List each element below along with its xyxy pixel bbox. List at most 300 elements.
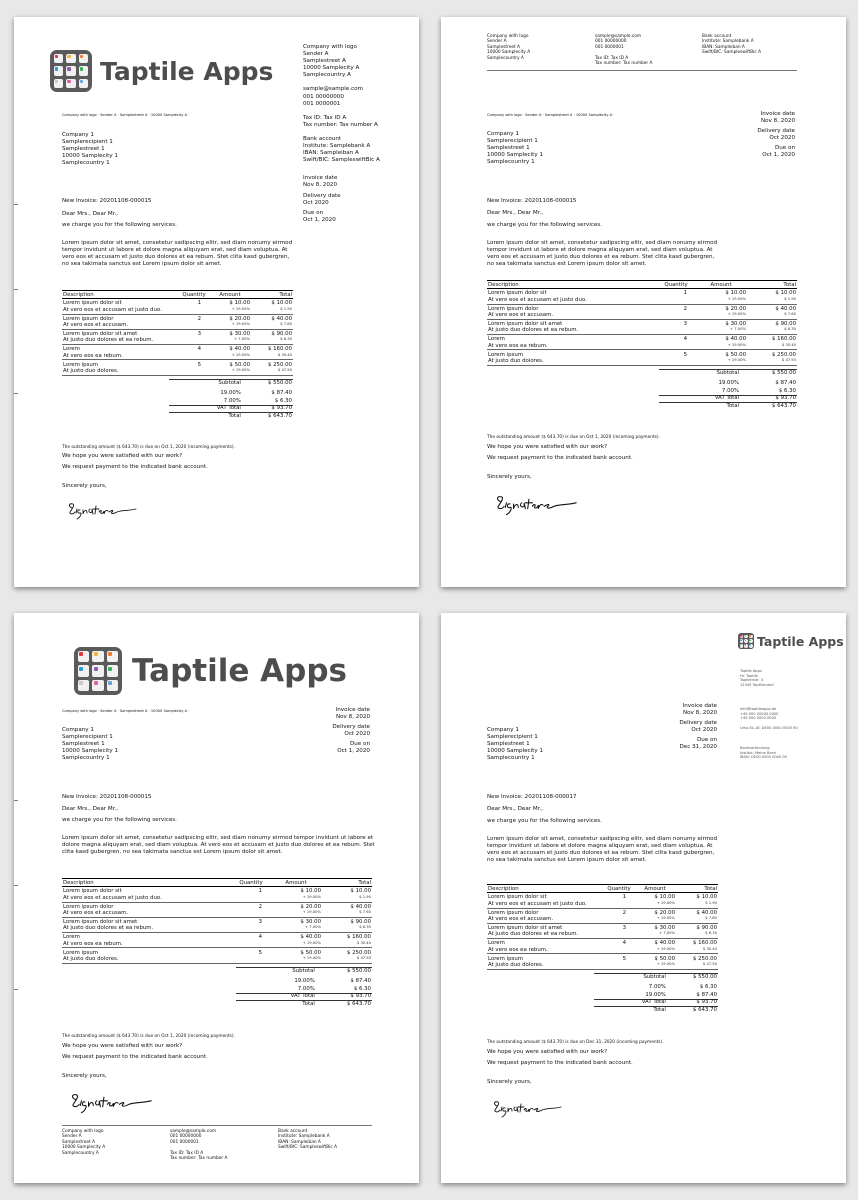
col-header-quantity: Quantity: [232, 879, 270, 887]
item-vat-rate: + 19.00%: [270, 956, 322, 963]
item-amount: $ 10.00: [654, 894, 675, 901]
body-line: Lorem ipsum dolor sit amet, consetetur sadipscing elitr, sed diam nonumy eirmod: [487, 240, 718, 246]
logo-tile-dot: [79, 652, 83, 656]
invoice-title: New Invoice: 20201108-000017: [487, 794, 577, 800]
german-bank-line: Institut: Meine Bank: [740, 750, 777, 755]
salutation: Dear Mrs., Dear Mr.,: [62, 806, 119, 812]
logo-tile-cell: [66, 66, 75, 75]
recipient-address: [487, 727, 543, 762]
body-paragraph: [62, 835, 375, 856]
item-description: Lorem ipsum: [63, 361, 98, 368]
sender-fax: 001 0000001: [170, 1139, 199, 1145]
logo-tile-dot: [749, 640, 751, 642]
brand-name: Taptile Apps: [757, 633, 844, 649]
item-amount: $ 50.00: [725, 351, 746, 358]
invoice-date: Nov 8, 2020: [682, 710, 717, 717]
item-vat-amount: $ 47.50: [322, 956, 372, 963]
item-vat-amount: $ 30.40: [322, 941, 372, 948]
body-line: Lorem ipsum dolor sit amet, consetetur sadipscing elitr, sed diam nonumy eirmod: [62, 240, 293, 246]
col-header-amount: Amount: [695, 281, 747, 289]
recipient-address: [62, 132, 118, 167]
grand-total-value: $ 643.70: [771, 402, 796, 409]
sender-return-line: Company with logo · Sender A · Samplestreet A · 10000 Samplecity A ·: [487, 113, 615, 117]
recipient-line: Samplerecipient 1: [487, 138, 538, 145]
logo-tile-dot: [745, 635, 747, 637]
sender-line: Samplecountry A: [62, 1150, 99, 1156]
invoice-page-2: [441, 17, 846, 587]
col-header-quantity: Quantity: [179, 291, 209, 299]
table-row: [62, 948, 372, 956]
hope-text: We hope you were satisfied with our work?: [487, 1049, 608, 1055]
sender-line: Samplestreet A: [303, 58, 346, 65]
item-quantity: 3: [683, 321, 687, 328]
item-amount: $ 50.00: [654, 955, 675, 962]
item-vat-amount: $ 6.30: [676, 931, 718, 938]
table-row-detail: [487, 327, 797, 334]
sender-email: sample@sample.com: [303, 86, 363, 93]
vat-total-label: VAT Total: [714, 395, 740, 402]
logo-tile-dot: [749, 644, 751, 646]
subtotal-value: $ 550.00: [267, 379, 292, 386]
table-row-detail: [487, 916, 718, 923]
body-line: no sea takimata sanctus est Lorem ipsum dolor sit amet.: [62, 261, 222, 268]
item-quantity: 2: [683, 305, 687, 312]
item-vat-rate: + 19.00%: [695, 343, 747, 350]
invoice-title: New Invoice: 20201108-000015: [62, 198, 152, 204]
delivery-date: Oct 2020: [691, 727, 717, 734]
item-amount: $ 30.00: [725, 321, 746, 328]
table-row-detail: [62, 895, 372, 902]
table-row-detail: [487, 358, 797, 365]
german-tax-id: Umx.St.-ID: DE00 0000 0000 00: [740, 725, 798, 730]
table-row: [62, 329, 293, 337]
item-description: Lorem: [488, 940, 505, 947]
grand-total-value: $ 643.70: [692, 1006, 717, 1013]
handwritten-signature: [491, 491, 581, 517]
item-description-detail: At justo duo dolores.: [62, 956, 232, 963]
hope-text: We hope you were satisfied with our work?: [62, 453, 183, 459]
logo-tile-dot: [740, 635, 742, 637]
item-total: $ 160.00: [346, 934, 371, 941]
outstanding-note: The outstanding amount ($ 643.70) is due on Dec 31, 2020 (incoming payments).: [487, 1040, 664, 1045]
totals-block: [169, 379, 293, 420]
items-table: [62, 878, 372, 964]
table-row: [487, 908, 718, 916]
vat-7-label: 7.00%: [223, 397, 241, 404]
totals-block: [236, 967, 372, 1008]
grand-total-value: $ 643.70: [267, 412, 292, 419]
table-row: [487, 350, 797, 358]
item-vat-amount: $ 7.60: [676, 916, 718, 923]
delivery-date-label: Delivery date: [679, 720, 717, 727]
footer-divider: [62, 1125, 372, 1126]
logo-tile-cell: [744, 635, 748, 639]
footer-col-bank: [278, 1129, 337, 1151]
item-quantity: 2: [258, 903, 262, 910]
item-total: $ 250.00: [346, 949, 371, 956]
table-row-detail: [487, 931, 718, 938]
bank-line: IBAN: Sampleiban A: [702, 44, 745, 50]
logo-tile-cell: [92, 651, 103, 662]
item-vat-rate: + 19.00%: [270, 910, 322, 917]
body-line: tempor invidunt ut labore et dolore magna aliquyam erat, sed diam voluptua. At: [487, 843, 713, 850]
item-total: $ 90.00: [271, 331, 292, 338]
recipient-line: Samplestreet 1: [62, 146, 105, 153]
invoice-title: New Invoice: 20201108-000015: [487, 198, 577, 204]
body-line: vero eos et accusam et justo duo dolores et ea rebum. Stet clita kasd gubergren,: [487, 254, 715, 261]
item-description: Lorem ipsum dolor sit: [488, 290, 547, 297]
bank-line: Swift/BIC: SampleswiftBic A: [702, 50, 762, 56]
item-quantity: 5: [683, 351, 687, 358]
item-description-detail: At vero eos et accusam et justo duo.: [62, 307, 179, 314]
item-vat-rate: + 19.00%: [695, 312, 747, 319]
table-row-detail: [62, 368, 293, 375]
vat-19-label: 19.00%: [718, 380, 740, 387]
bank-line: Bank account: [303, 135, 342, 142]
footer-col-contact: [170, 1129, 228, 1161]
recipient-address: [487, 131, 543, 166]
item-amount: $ 10.00: [300, 888, 321, 895]
sender-tax-id: Tax ID: Tax ID A: [303, 114, 347, 121]
closing-text: Sincerely yours,: [62, 483, 107, 489]
table-row-detail: [487, 312, 797, 319]
body-line: dolore magna aliquyam erat, sed diam voluptua. At vero eos et accusam et justo duo dolores et ea rebum. Stet: [62, 842, 375, 849]
table-row-detail: [62, 307, 293, 314]
sender-line: Company with logo: [487, 34, 529, 39]
item-vat-rate: + 19.00%: [270, 895, 322, 902]
logo-tile-cell: [744, 644, 748, 648]
item-amount: $ 30.00: [300, 919, 321, 926]
invoice-date-label: Invoice date: [335, 707, 370, 713]
item-total: $ 10.00: [350, 888, 371, 895]
item-quantity: 3: [258, 919, 262, 926]
item-quantity: 1: [622, 894, 626, 901]
item-description-detail: At vero eos ea rebum.: [62, 353, 179, 360]
recipient-line: Samplecountry 1: [62, 160, 110, 167]
sender-tax-id: Tax ID: Tax ID A: [170, 1150, 204, 1156]
vat-19-value: $ 87.40: [696, 991, 717, 998]
item-total: $ 10.00: [775, 290, 796, 297]
item-vat-rate: + 19.00%: [209, 307, 251, 314]
item-quantity: 3: [622, 925, 626, 932]
item-total: $ 250.00: [692, 955, 717, 962]
table-row: [62, 887, 372, 895]
item-description: Lorem ipsum dolor: [488, 909, 539, 916]
bank-line: IBAN: Sampleiban A: [303, 150, 359, 157]
salutation: Dear Mrs., Dear Mr.,: [487, 210, 544, 216]
item-description-detail: At justo duo dolores.: [62, 368, 179, 375]
item-description: Lorem ipsum: [488, 351, 523, 358]
item-vat-amount: $ 30.40: [747, 343, 797, 350]
logo-tile-dot: [80, 55, 83, 58]
german-sender-line: Taptilenstr. 3: [740, 678, 763, 682]
body-line: Lorem ipsum dolor sit amet, consetetur sadipscing elitr, sed diam nonumy eirmod tempor invidunt ut labore et: [62, 835, 374, 841]
item-vat-rate: + 7.00%: [270, 925, 322, 932]
brand-name: Taptile Apps: [132, 653, 347, 689]
punch-mark: [14, 289, 18, 290]
recipient-line: 10000 Samplecity 1: [487, 152, 544, 159]
recipient-line: 10000 Samplecity 1: [62, 748, 119, 755]
item-description-detail: At justo duo dolores.: [487, 358, 657, 365]
vat-total-label: VAT Total: [641, 999, 666, 1006]
due-label: Due on: [303, 209, 324, 216]
item-total: $ 10.00: [271, 300, 292, 307]
handwritten-signature: [66, 1089, 156, 1115]
item-amount: $ 40.00: [654, 940, 675, 947]
item-quantity: 4: [622, 940, 626, 947]
logo-tile-cell: [740, 644, 744, 648]
item-vat-rate: + 19.00%: [695, 297, 747, 304]
request-text: We request payment to the indicated bank account.: [487, 1060, 633, 1066]
vat-7-label: 7.00%: [648, 984, 666, 991]
sender-line: Samplestreet A: [62, 1139, 95, 1145]
punch-mark: [14, 885, 18, 886]
sender-line: Company with logo: [62, 1129, 104, 1134]
vat-7-value: $ 6.30: [699, 984, 717, 991]
item-vat-rate: + 19.00%: [209, 322, 251, 329]
body-paragraph: [487, 836, 717, 864]
items-table: [487, 884, 718, 970]
items-table: [487, 280, 797, 366]
logo-tile-cell: [54, 54, 63, 63]
logo-tile-dot: [749, 635, 751, 637]
item-description: Lorem ipsum: [63, 949, 98, 956]
vat-19-label: 19.00%: [294, 978, 315, 985]
item-description: Lorem ipsum dolor sit: [63, 888, 122, 895]
logo-tile-dot: [67, 80, 70, 83]
logo-tile-dot: [80, 67, 83, 70]
item-vat-rate: + 7.00%: [209, 337, 251, 344]
item-description-detail: At vero eos et accusam et justo duo.: [62, 895, 232, 902]
logo-tile-cell: [79, 54, 88, 63]
brand-logo: [738, 633, 844, 649]
item-description-detail: At justo duo dolores et ea rebum.: [487, 327, 657, 334]
body-line: clita kasd gubergren, no sea takimata sanctus est Lorem ipsum dolor sit amet.: [62, 849, 283, 856]
outstanding-note: The outstanding amount ($ 643.70) is due on Oct 1, 2020 (incoming payments).: [487, 435, 660, 440]
item-amount: $ 40.00: [229, 346, 250, 353]
grand-total-label: Total: [726, 402, 740, 409]
invoice-date: Nov 8, 2020: [303, 182, 338, 189]
closing-text: Sincerely yours,: [487, 474, 532, 480]
vat-total-value: $ 93.70: [350, 993, 371, 1000]
delivery-date: Oct 2020: [344, 731, 370, 738]
body-line: vero eos et accusam et justo duo dolores et ea rebum. Stet clita kasd gubergren,: [62, 254, 290, 261]
header-col-sender: [487, 34, 530, 61]
item-description-detail: At vero eos ea rebum.: [487, 947, 604, 954]
due-date: Dec 31, 2020: [679, 744, 717, 751]
invoice-meta: [691, 111, 795, 160]
item-total: $ 90.00: [775, 321, 796, 328]
recipient-line: Samplecountry 1: [62, 755, 110, 762]
sender-tax-id: Tax ID: Tax ID A: [595, 55, 629, 61]
vat-7-value: $ 6.30: [353, 985, 371, 992]
handwritten-signature: [66, 499, 138, 521]
logo-tile-cell: [107, 651, 118, 662]
item-vat-rate: + 19.00%: [270, 941, 322, 948]
delivery-date-label: Delivery date: [303, 192, 341, 199]
fold-mark: [14, 393, 18, 394]
german-bank-line: IBAN: DE00 0000 0000 00: [740, 755, 787, 759]
item-vat-rate: + 19.00%: [209, 353, 251, 360]
item-description-detail: At vero eos et accusam et justo duo.: [487, 297, 657, 304]
item-amount: $ 10.00: [725, 290, 746, 297]
table-row-detail: [62, 956, 372, 963]
totals-block: [659, 369, 797, 410]
sender-line: Samplestreet A: [487, 44, 520, 50]
item-amount: $ 10.00: [229, 300, 250, 307]
intro-text: we charge you for the following services.: [62, 222, 177, 228]
table-row: [487, 939, 718, 947]
sender-tax-number: Tax number: Tax number A: [170, 1156, 228, 1162]
invoice-date-label: Invoice date: [303, 175, 338, 182]
logo-tile-dot: [108, 667, 112, 671]
request-text: We request payment to the indicated bank account.: [62, 1054, 208, 1060]
table-row: [487, 289, 797, 297]
item-description-detail: At justo duo dolores.: [487, 962, 604, 969]
col-header-description: Description: [62, 291, 179, 299]
fold-mark: [14, 800, 18, 801]
delivery-date: Oct 2020: [769, 135, 795, 142]
item-vat-amount: $ 30.40: [676, 947, 718, 954]
sender-line: 10000 Samplecity A: [62, 1145, 106, 1151]
app-grid-icon: [74, 647, 122, 695]
sender-email: sample@sample.com: [595, 34, 642, 39]
col-header-total: Total: [747, 281, 797, 289]
recipient-line: 10000 Samplecity 1: [487, 748, 544, 755]
table-row: [62, 902, 372, 910]
recipient-line: 10000 Samplecity 1: [62, 153, 119, 160]
delivery-date-label: Delivery date: [757, 128, 795, 135]
recipient-line: Samplerecipient 1: [62, 139, 113, 146]
logo-tile-dot: [55, 67, 58, 70]
intro-text: we charge you for the following services.: [487, 222, 602, 228]
body-line: no sea takimata sanctus est Lorem ipsum dolor sit amet.: [487, 857, 647, 864]
item-quantity: 4: [258, 934, 262, 941]
recipient-line: Samplecountry 1: [487, 159, 535, 166]
header-divider: [487, 70, 797, 71]
table-row: [62, 360, 293, 368]
item-vat-amount: $ 6.30: [747, 327, 797, 334]
brand-logo: [50, 50, 273, 92]
recipient-line: Samplestreet 1: [487, 145, 530, 152]
bank-line: Institute: Samplebank A: [303, 143, 371, 150]
vat-total-value: $ 93.70: [271, 405, 292, 412]
logo-tile-dot: [108, 681, 112, 685]
item-total: $ 10.00: [696, 894, 717, 901]
item-description-detail: At vero eos et accusam.: [62, 322, 179, 329]
logo-tile-dot: [55, 55, 58, 58]
outstanding-note: The outstanding amount ($ 643.70) is due on Oct 1, 2020 (incoming payments).: [62, 445, 235, 450]
item-amount: $ 50.00: [300, 949, 321, 956]
sender-line: Samplecountry A: [487, 55, 524, 61]
sender-line: Company with logo: [303, 44, 357, 50]
item-total: $ 160.00: [771, 336, 796, 343]
body-line: Lorem ipsum dolor sit amet, consetetur sadipscing elitr, sed diam nonumy eirmod: [487, 836, 718, 842]
table-row-detail: [62, 941, 372, 948]
table-row: [62, 314, 293, 322]
item-description-detail: At justo duo dolores et ea rebum.: [62, 337, 179, 344]
table-row: [487, 954, 718, 962]
table-row: [62, 345, 293, 353]
invoice-page-4: [441, 613, 846, 1183]
fold-mark: [14, 204, 18, 205]
item-vat-amount: $ 1.90: [747, 297, 797, 304]
due-date: Oct 1, 2020: [337, 748, 370, 755]
items-table: [62, 290, 293, 376]
sender-tax-number: Tax number: Tax number A: [595, 61, 653, 67]
item-vat-amount: $ 30.40: [251, 353, 293, 360]
item-vat-amount: $ 47.50: [676, 962, 718, 969]
sender-fax: 001 0000001: [303, 100, 341, 107]
request-text: We request payment to the indicated bank account.: [487, 455, 633, 461]
sender-tax-number: Tax number: Tax number A: [303, 121, 378, 128]
table-row: [62, 299, 293, 307]
logo-tile-cell: [740, 639, 744, 643]
item-total: $ 160.00: [692, 940, 717, 947]
grand-total-label: Total: [228, 412, 241, 419]
sender-fax: 001 0000001: [595, 44, 624, 50]
vat-total-label: VAT Total: [216, 405, 241, 412]
sender-line: Samplecountry A: [303, 72, 351, 79]
hope-text: We hope you were satisfied with our work?: [487, 444, 608, 450]
item-description: Lorem ipsum dolor sit amet: [488, 321, 563, 328]
brand-name: Taptile Apps: [100, 56, 274, 86]
item-description: Lorem: [63, 346, 80, 353]
logo-tile-dot: [80, 80, 83, 83]
bank-line: Swift/BIC: SampleswiftBic A: [278, 1145, 338, 1151]
invoice-meta: [266, 707, 370, 756]
table-row-detail: [62, 925, 372, 932]
body-paragraph: [62, 240, 292, 268]
brand-logo: [74, 647, 347, 695]
logo-tile-cell: [79, 79, 88, 88]
recipient-line: Company 1: [62, 727, 94, 733]
item-total: $ 40.00: [775, 305, 796, 312]
item-description: Lorem ipsum: [488, 955, 523, 962]
item-quantity: 1: [258, 888, 262, 895]
item-vat-amount: $ 7.60: [747, 312, 797, 319]
logo-tile-cell: [79, 66, 88, 75]
item-amount: $ 30.00: [654, 925, 675, 932]
vat-total-value: $ 93.70: [696, 999, 717, 1006]
logo-tile-cell: [749, 644, 753, 648]
logo-tile-cell: [54, 79, 63, 88]
sender-line: Sender A: [303, 51, 329, 58]
grand-total-label: Total: [653, 1006, 666, 1013]
subtotal-value: $ 550.00: [771, 369, 796, 376]
item-vat-rate: + 7.00%: [695, 327, 747, 334]
item-description-detail: At vero eos et accusam et justo duo.: [487, 901, 604, 908]
item-total: $ 40.00: [350, 903, 371, 910]
hope-text: We hope you were satisfied with our work?: [62, 1043, 183, 1049]
invoice-date-label: Invoice date: [682, 703, 717, 709]
item-description: Lorem: [63, 934, 80, 941]
item-vat-amount: $ 7.60: [322, 910, 372, 917]
logo-tile-dot: [740, 640, 742, 642]
salutation: Dear Mrs., Dear Mr.,: [487, 806, 544, 812]
table-row: [487, 335, 797, 343]
grand-total-label: Total: [302, 1000, 315, 1007]
item-description: Lorem ipsum dolor sit amet: [488, 925, 563, 932]
app-grid-icon: [738, 633, 754, 649]
item-quantity: 1: [197, 300, 201, 307]
sender-phone: 001 00000000: [303, 93, 344, 100]
closing-text: Sincerely yours,: [487, 1079, 532, 1085]
item-vat-rate: + 19.00%: [634, 901, 676, 908]
logo-tile-dot: [108, 652, 112, 656]
col-header-total: Total: [251, 291, 293, 299]
item-quantity: 5: [622, 955, 626, 962]
